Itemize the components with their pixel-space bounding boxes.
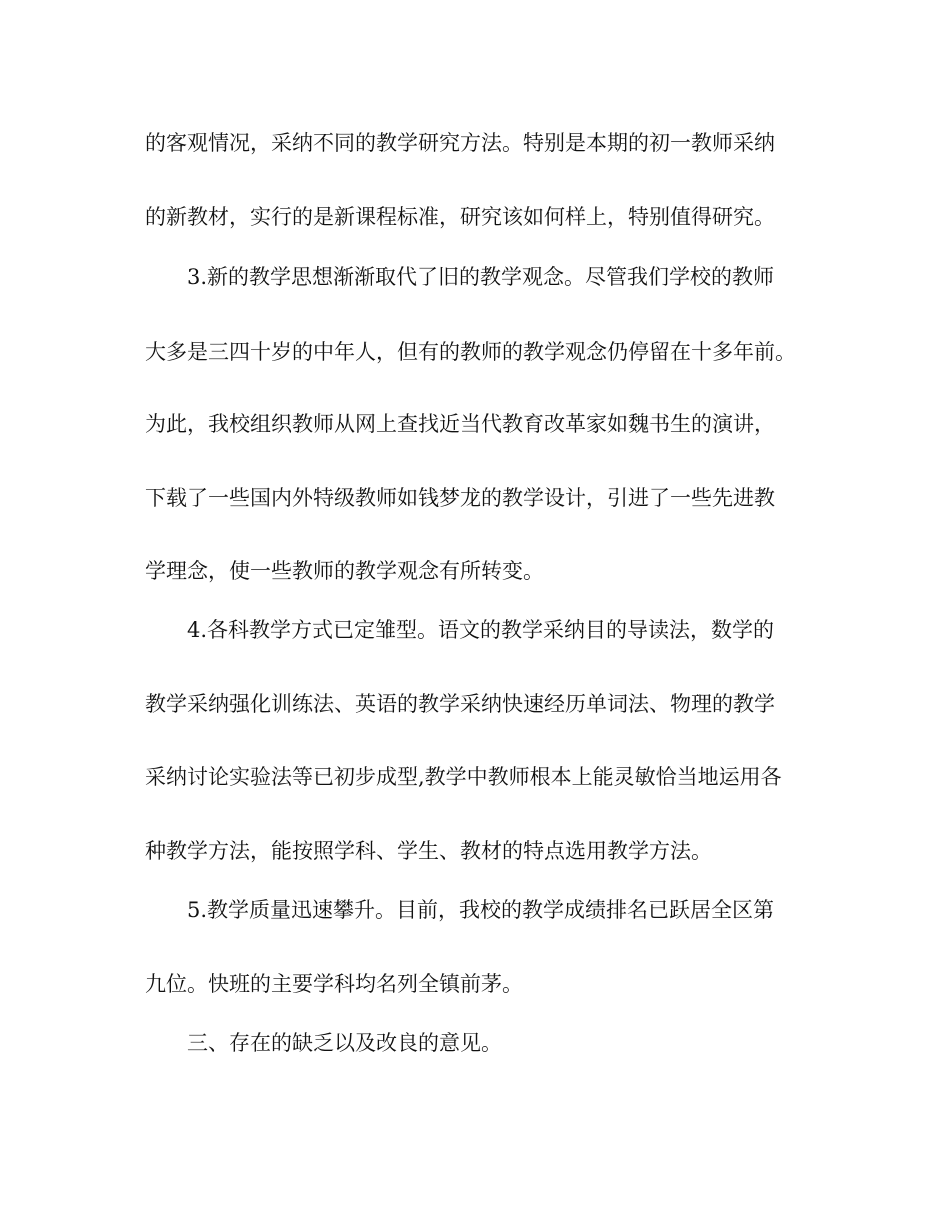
text-line-9: 教学采纳强化训练法、英语的教学采纳快速经历单词法、物理的教学	[145, 692, 775, 716]
paragraph-5-start: 5.教学质量迅速攀升。目前，我校的教学成绩排名已跃居全区第	[187, 898, 775, 922]
text-line-7: 学理念，使一些教师的教学观念有所转变。	[145, 559, 544, 583]
text-line-6: 下载了一些国内外特级教师如钱梦龙的教学设计，引进了一些先进教	[145, 486, 775, 510]
text-line-11: 种教学方法，能按照学科、学生、教材的特点选用教学方法。	[145, 839, 712, 863]
text-line-13: 九位。快班的主要学科均名列全镇前茅。	[145, 972, 523, 996]
text-line-4: 大多是三四十岁的中年人，但有的教师的教学观念仍停留在十多年前。	[145, 340, 796, 364]
text-line-1: 的客观情况，采纳不同的教学研究方法。特别是本期的初一教师采纳	[145, 131, 775, 155]
text-line-10: 采纳讨论实验法等已初步成型,教学中教师根本上能灵敏恰当地运用各	[145, 765, 782, 789]
section-heading-3: 三、存在的缺乏以及改良的意见。	[187, 1031, 502, 1055]
text-line-5: 为此，我校组织教师从网上查找近当代教育改革家如魏书生的演讲，	[145, 412, 775, 436]
text-line-2: 的新教材，实行的是新课程标准，研究该如何样上，特别值得研究。	[145, 205, 775, 229]
paragraph-4-start: 4.各科教学方式已定雏型。语文的教学采纳目的导读法，数学的	[187, 618, 775, 642]
paragraph-3-start: 3.新的教学思想渐渐取代了旧的教学观念。尽管我们学校的教师	[187, 265, 775, 289]
